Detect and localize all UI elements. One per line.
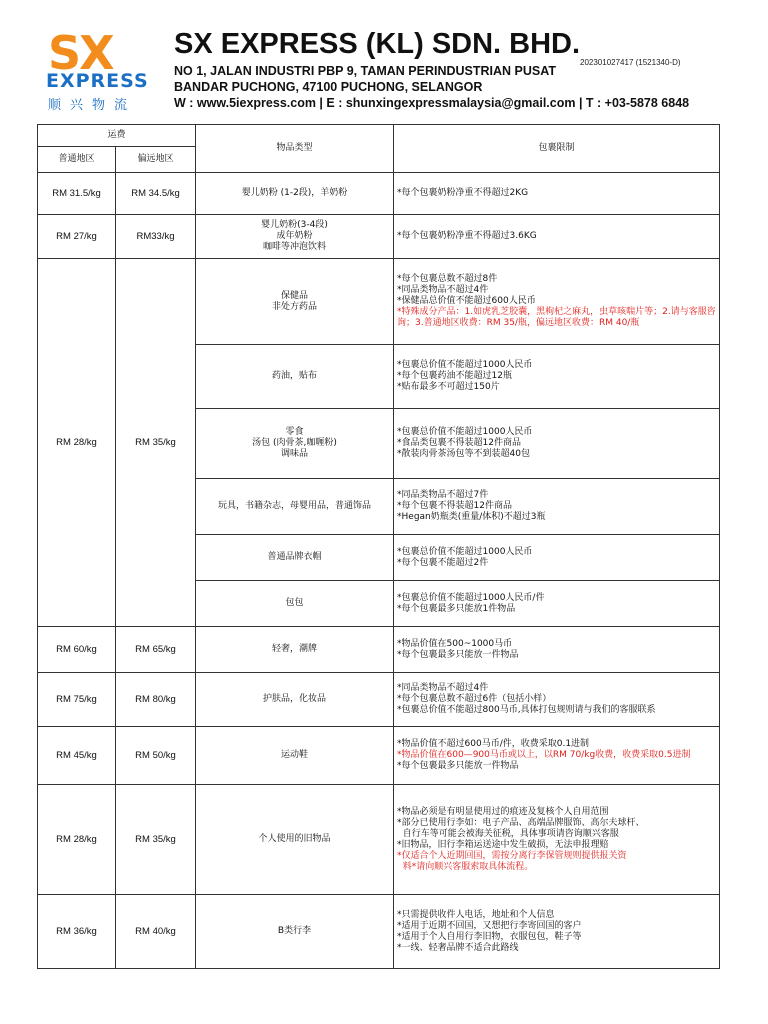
item-type-cell [196, 785, 394, 895]
rate-remote-area: RM 40/kg [116, 895, 196, 969]
limit-note: *贴布最多不可超过150片 [397, 382, 500, 392]
limit-note: *一线、轻奢品牌不适合此路线 [397, 942, 519, 953]
registration-number: 202301027417 (1521340-D) [580, 58, 681, 67]
rate-remote-area: RM 65/kg [116, 627, 196, 673]
item-type-cell [196, 535, 394, 581]
limit-note-highlight: *物品价值在600—900马币或以上，以RM 70/kg收费，收费采取0.5进制 [397, 750, 691, 760]
limit-note: *食品类包裹不得装超12件商品 [397, 438, 521, 448]
limit-note: *包裹总价值不能超过1000人民币 [397, 427, 533, 437]
item-type-line: 护肤品，化妆品 [263, 694, 327, 704]
item-type-cell [196, 479, 394, 535]
item-type-cell [196, 581, 394, 627]
header-limits: 包裹限制 [394, 125, 720, 173]
header-freight: 运费 [38, 125, 196, 147]
sx-express-logo [44, 26, 162, 116]
limit-note: *适用于个人自用行李旧物，衣服包包，鞋子等 [397, 931, 582, 942]
item-type-line: 普通品牌衣帽 [267, 552, 322, 562]
limit-note: *只需提供收件人电话，地址和个人信息 [397, 909, 555, 920]
table-row [38, 673, 720, 727]
limits-cell [394, 673, 720, 727]
item-type-line: B类行李 [277, 926, 312, 936]
limit-note: *同品类物品不超过4件 [397, 285, 489, 295]
limit-note: *保健品总价值不能超过600人民币 [397, 296, 536, 306]
limit-note: *每个包裹奶粉净重不得超过2KG [397, 188, 529, 198]
item-type-line: 零食 [285, 427, 304, 437]
item-type-line: 非处方药品 [272, 301, 318, 312]
limits-cell [394, 727, 720, 785]
rate-normal-area: RM 31.5/kg [38, 173, 116, 215]
table-row [38, 895, 720, 969]
limit-note: *每个包裹最多只能放一件物品 [397, 649, 519, 660]
limit-note: *物品价值在500~1000马币 [397, 638, 513, 649]
rate-remote-area: RM 35/kg [116, 259, 196, 627]
item-type-line: 婴儿奶粉 (1-2段)，羊奶粉 [241, 188, 348, 198]
rates-table [37, 124, 720, 969]
limit-note: *每个包裹最多只能放1件物品 [397, 603, 516, 614]
limit-note: *每个包裹药油不能超过12瓶 [397, 371, 512, 381]
limit-note: *每个包裹总数不超过6件（包括小样） [397, 694, 552, 704]
limits-cell [394, 215, 720, 259]
rate-remote-area: RM 50/kg [116, 727, 196, 785]
limits-cell [394, 627, 720, 673]
item-type-cell [196, 259, 394, 345]
item-type-line: 保健品 [281, 290, 309, 301]
rate-normal-area: RM 36/kg [38, 895, 116, 969]
limit-note: *部分已使用行李如：电子产品、高端品牌服饰、高尔夫球杆、 [397, 817, 645, 828]
item-type-line: 玩具，书籍杂志，母婴用品，普通饰品 [218, 501, 372, 511]
company-name: SX EXPRESS (KL) SDN. BHD. [174, 28, 581, 60]
item-type-cell [196, 627, 394, 673]
rate-normal-area: RM 60/kg [38, 627, 116, 673]
item-type-cell [196, 727, 394, 785]
item-type-line: 轻奢，潮牌 [272, 644, 318, 654]
limit-note: *每个包裹最多只能放一件物品 [397, 761, 519, 771]
rate-remote-area: RM 35/kg [116, 785, 196, 895]
contact-line: W : www.5iexpress.com | E : shunxingexpressmalaysia@gmail.com | T : +03-5878 6848 [174, 96, 690, 110]
rates-table-body [38, 173, 720, 969]
limit-note: *包裹总价值不能超过1000人民币 [397, 546, 533, 557]
rate-normal-area: RM 75/kg [38, 673, 116, 727]
item-type-cell [196, 895, 394, 969]
limits-cell [394, 535, 720, 581]
item-type-line: 药油，贴布 [272, 371, 318, 381]
item-type-line: 婴儿奶粉(3-4段) [261, 220, 328, 230]
limit-note: *Hegan奶瓶类(重量/体积)不超过3瓶 [397, 512, 546, 522]
rate-normal-area: RM 28/kg [38, 259, 116, 627]
limit-note: *散装肉骨茶汤包等不到装超40包 [397, 449, 530, 459]
limits-cell [394, 259, 720, 345]
item-type-cell [196, 345, 394, 409]
table-row [38, 627, 720, 673]
limit-note-highlight: *仅适合个人近期回国，需按分离行李保管规则提供报关资 [397, 850, 627, 861]
item-type-line: 咖啡等冲泡饮料 [263, 242, 327, 252]
item-type-line: 调味品 [281, 449, 309, 459]
item-type-line: 运动鞋 [281, 750, 309, 760]
limit-note-highlight: 料*请向顺兴客服索取具体流程。 [397, 861, 534, 872]
logo-chinese-text: 顺兴物流 [48, 98, 137, 113]
item-type-line: 个人使用的旧物品 [258, 834, 331, 844]
logo-s-letter: S [48, 26, 80, 80]
limits-cell [394, 479, 720, 535]
limit-note-highlight: *特殊成分产品：1.如虎乳芝胶囊，黑枸杞之麻丸，虫草咳喘片等；2.请与客服咨询；3.普通地区收费：RM 35/瓶，偏远地区收费：RM 40/瓶 [397, 307, 716, 328]
item-type-cell [196, 173, 394, 215]
limits-cell [394, 581, 720, 627]
limits-cell [394, 785, 720, 895]
limit-note: *每个包裹不得装超12件商品 [397, 501, 512, 511]
letterhead [0, 0, 768, 118]
item-type-line: 成年奶粉 [276, 231, 313, 241]
limits-cell [394, 345, 720, 409]
rate-remote-area: RM 34.5/kg [116, 173, 196, 215]
limit-note: *每个包裹不能超过2件 [397, 557, 489, 568]
limits-cell [394, 173, 720, 215]
item-type-line: 汤包 (肉骨茶,咖喱粉) [252, 438, 337, 448]
limit-note: *包裹总价值不能超过1000人民币 [397, 360, 533, 370]
table-row [38, 215, 720, 259]
table-row [38, 785, 720, 895]
table-row [38, 259, 720, 345]
item-type-cell [196, 215, 394, 259]
item-type-cell [196, 409, 394, 479]
rate-normal-area: RM 45/kg [38, 727, 116, 785]
limit-note: *物品必须是有明显使用过的痕迹及复核个人自用范围 [397, 806, 609, 817]
rate-normal-area: RM 28/kg [38, 785, 116, 895]
limit-note: *旧物品，旧行李箱运送途中发生破损，无法申报理赔 [397, 839, 609, 850]
header-normal-area: 普通地区 [38, 147, 116, 173]
rate-remote-area: RM33/kg [116, 215, 196, 259]
table-row [38, 173, 720, 215]
rate-normal-area: RM 27/kg [38, 215, 116, 259]
logo-express-text: EXPRESS [46, 70, 149, 92]
limits-cell [394, 409, 720, 479]
limit-note: 自行车等可能会被海关征税，具体事项请咨询顺兴客服 [397, 828, 619, 839]
limit-note: *同品类物品不超过4件 [397, 683, 489, 693]
address-line-2: BANDAR PUCHONG, 47100 PUCHONG, SELANGOR [174, 80, 483, 94]
item-type-cell [196, 673, 394, 727]
header-remote-area: 偏远地区 [116, 147, 196, 173]
rate-remote-area: RM 80/kg [116, 673, 196, 727]
limit-note: *物品价值不超过600马币/件，收费采取0.1进制 [397, 739, 590, 749]
table-row [38, 727, 720, 785]
limit-note: *包裹总价值不能超过800马币,具体打包规则请与我们的客服联系 [397, 705, 656, 715]
limit-note: *同品类物品不超过7件 [397, 490, 489, 500]
limit-note: *适用于近期不回国，又想把行李寄回国的客户 [397, 920, 582, 931]
limit-note: *每个包裹总数不超过8件 [397, 274, 498, 284]
logo-x-letter: X [79, 26, 113, 80]
address-line-1: NO 1, JALAN INDUSTRI PBP 9, TAMAN PERINDUSTRIAN PUSAT [174, 64, 556, 78]
limit-note: *每个包裹奶粉净重不得超过3.6KG [397, 231, 537, 241]
item-type-line: 包包 [285, 598, 304, 608]
limits-cell [394, 895, 720, 969]
limit-note: *包裹总价值不能超过1000人民币/件 [397, 592, 545, 603]
header-item-type: 物品类型 [196, 125, 394, 173]
